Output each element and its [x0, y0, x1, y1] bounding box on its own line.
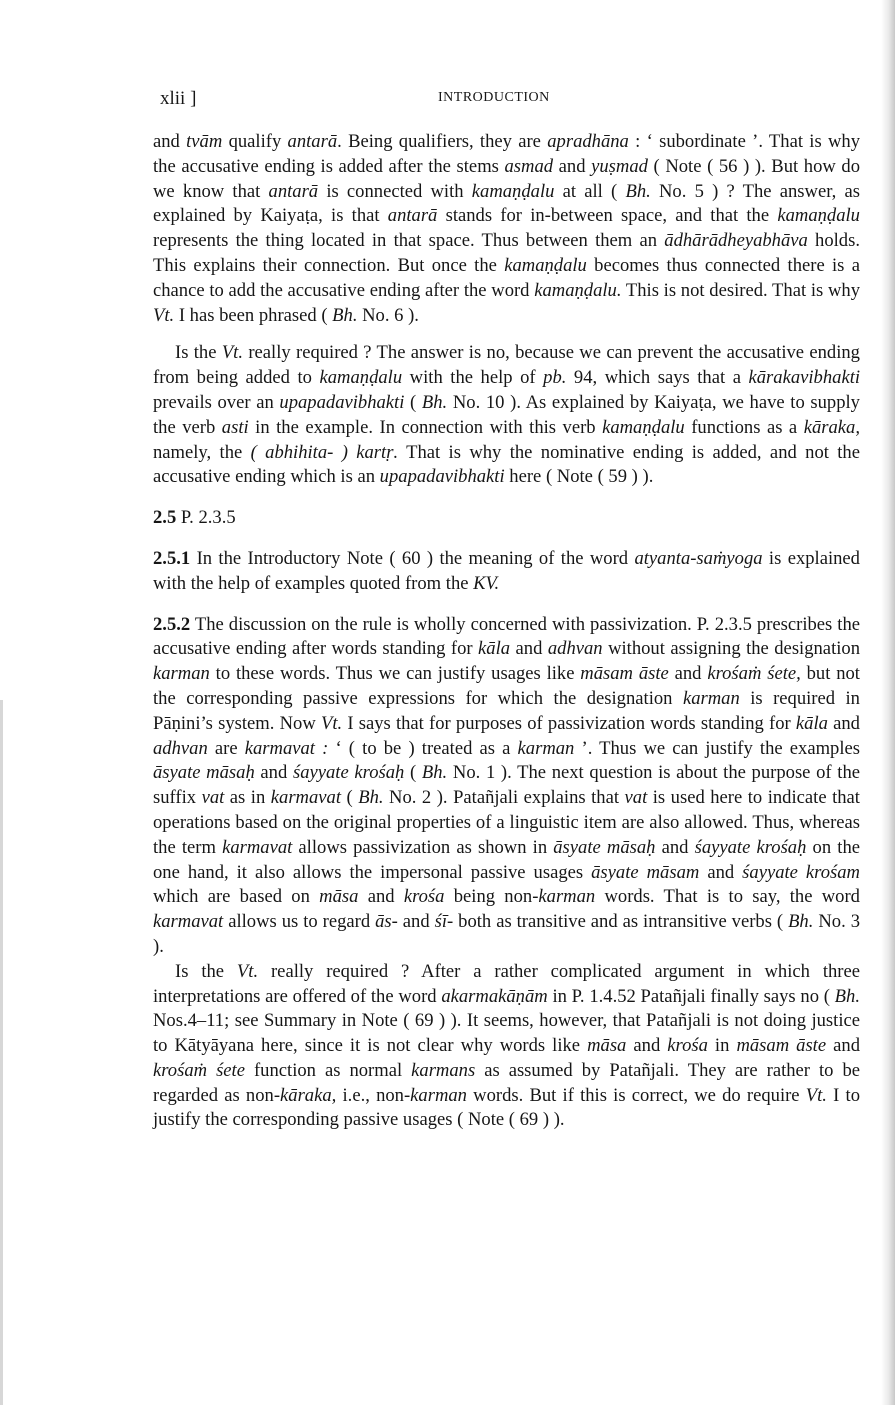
text-run: In the Introductory Note ( 60 ) the meaning of the word [196, 547, 635, 569]
text-run: function as normal [244, 1059, 412, 1081]
text-run: really required ? After a rather complicated argument in which three interpretations are offered of the word [153, 960, 860, 1007]
text-run: ( [404, 762, 422, 784]
italic-term: karman [682, 687, 740, 709]
italic-term: karmavat [222, 836, 293, 858]
text-run: The discussion on the rule is wholly concerned with passivization. P. 2.3.5 prescribes the accusative ending after words standing for [153, 613, 860, 660]
italic-term: krośaṁ śete [153, 1059, 245, 1081]
italic-term: krośaṁ śete, [707, 663, 801, 685]
paragraph-2-5-1 [153, 547, 860, 597]
text-run: and [510, 638, 548, 660]
text-run: No. 1 ). The next question is about the purpose of the suffix [153, 762, 860, 809]
italic-term: Bh. [332, 304, 358, 326]
italic-term: adhvan [153, 737, 208, 759]
italic-term: māsa [587, 1035, 627, 1057]
italic-term: karman [538, 886, 596, 908]
italic-term: akarmakāṇām [441, 985, 548, 1007]
text-run: I has been phrased ( [174, 304, 333, 326]
italic-term: asti [221, 416, 249, 438]
italic-term: KV. [473, 572, 500, 594]
italic-term: māsam āste [736, 1035, 827, 1057]
text-run: is required in Pāṇini’s system. Now [153, 687, 860, 734]
text-run: Is the [175, 960, 237, 982]
text-run: allows passivization as shown in [292, 836, 554, 858]
italic-term: māsam āste [580, 663, 669, 685]
scan-edge-shadow [881, 0, 895, 1405]
text-run: ( [341, 787, 359, 809]
italic-term: antarā [268, 180, 319, 202]
text-run: and [626, 1035, 668, 1057]
section-number: 2.5.1 [153, 547, 191, 569]
text-run: P. 2.3.5 [180, 507, 236, 529]
text-run: ‘ ( to be ) treated as a [328, 737, 518, 759]
text-run: which are based on [153, 886, 320, 908]
page-header [160, 88, 860, 112]
text-run: I says that for purposes of passivization words standing for [342, 712, 796, 734]
text-run: and [358, 886, 404, 908]
italic-term: Vt. [805, 1084, 827, 1106]
text-run: and [826, 1035, 860, 1057]
italic-term: āsyate māsaḥ [153, 762, 255, 784]
text-run: is used here to indicate that operations based on the original properties of a linguistic item are also allowed. Thus, whereas the term [153, 787, 860, 858]
text-run: allows us to regard [223, 911, 376, 933]
section-number: 2.5 [153, 507, 177, 529]
body-text [153, 130, 860, 1133]
italic-term: upapadavibhakti [379, 466, 505, 488]
section-number: 2.5.2 [153, 613, 191, 635]
text-run: prevails over an [153, 391, 280, 413]
italic-term: karman [410, 1084, 467, 1106]
text-run: That is why the nominative ending is added, and not the accusative ending which is an [153, 441, 860, 488]
italic-term: Bh. [421, 391, 448, 413]
italic-term: antarā [387, 205, 438, 227]
italic-term: kāraka, [280, 1084, 337, 1106]
italic-term: kāla [795, 712, 828, 734]
text-run: in P. 1.4.52 Patañjali finally says no ( [547, 985, 835, 1007]
text-run: No. 6 ). [357, 304, 419, 326]
text-run: This is not desired. That is why [621, 279, 860, 301]
text-run: i.e., non- [336, 1084, 411, 1106]
page-number: xlii ] [160, 88, 197, 109]
text-run: both as transitive and as intransitive verbs ( [453, 911, 789, 933]
italic-term: Vt. [236, 960, 259, 982]
italic-term: upapadavibhakti [279, 391, 405, 413]
italic-term: Bh. [834, 985, 860, 1007]
text-run: holds. This explains their connection. But once the [153, 230, 860, 276]
italic-term: atyanta-saṁyoga [634, 547, 763, 569]
italic-term: śayyate krośaḥ [694, 836, 807, 858]
text-run: I to justify the corresponding passive usages ( Note ( 69 ) ). [153, 1084, 861, 1131]
italic-term: karmans [411, 1059, 476, 1081]
text-run: and [254, 762, 293, 784]
text-run: Nos.4–11; see Summary in Note ( 69 ) ). It seems, however, that Patañjali is not doing justice to Kātyāyana here, since it is not clear why words like [153, 1010, 860, 1057]
text-run: is connected with [318, 180, 472, 202]
italic-term: karmavat [270, 787, 341, 809]
italic-term: śī- [434, 911, 454, 933]
italic-term: yuṣmad [591, 155, 648, 177]
italic-term: kārakavibhakti [748, 367, 861, 389]
text-run: ( Note ( 56 ) ). But how do we know that [153, 155, 860, 202]
scan-edge-line [0, 700, 3, 1405]
italic-term: antarā [287, 131, 338, 152]
text-run: : ‘ subordinate ’. That is why the accusative ending is added after the stems [153, 131, 860, 177]
italic-term: vat [201, 787, 225, 809]
text-run: but not the corresponding passive expressions for which the designation [153, 663, 860, 709]
text-run: and [153, 131, 187, 152]
italic-term: āsyate māsaḥ [553, 836, 656, 858]
italic-term: Vt. [153, 304, 175, 326]
text-run: qualify [222, 131, 288, 152]
text-run: becomes thus connected there is a chance to add the accusative ending after the word [153, 254, 860, 301]
text-run: and [699, 861, 743, 883]
italic-term: kamaṇḍalu [777, 205, 860, 227]
italic-term: karman [517, 737, 575, 759]
running-head: INTRODUCTION [438, 90, 550, 105]
text-run: at all ( [554, 180, 626, 202]
section-heading-2-5 [153, 506, 860, 531]
italic-term: karmavat : [244, 737, 329, 759]
text-run: with the help of [402, 367, 544, 389]
italic-term: Bh. [421, 762, 448, 784]
text-run: and [397, 911, 435, 933]
text-run: without assigning the designation [602, 638, 860, 660]
italic-term: Bh. [788, 911, 814, 933]
paragraph-vt-required-2 [153, 960, 860, 1134]
italic-term: ās- [375, 911, 398, 933]
italic-term: kamaṇḍalu. [534, 279, 622, 301]
italic-term: māsa [319, 886, 359, 908]
italic-term: ( abhihita- ) kartṛ. [250, 441, 399, 463]
text-run: words. But if this is correct, we do require [466, 1084, 806, 1106]
text-run: in the example. In connection with this verb [248, 416, 603, 438]
italic-term: pb. [543, 367, 567, 389]
text-run: stands for in-between space, and that the [437, 205, 778, 227]
text-run: and [827, 712, 860, 734]
text-run: as assumed by Patañjali. They are rather to be regarded as non- [153, 1059, 861, 1106]
text-run: is explained with the help of examples quoted from the [153, 547, 860, 594]
italic-term: ādhārādheyabhāva [664, 230, 808, 252]
text-run: in [707, 1035, 737, 1057]
italic-term: tvām [186, 131, 223, 152]
text-run: No. 3 ). [153, 911, 860, 957]
text-run: on the one hand, it also allows the impersonal passive usages [153, 836, 860, 883]
text-run: being non- [444, 886, 539, 908]
italic-term: kamaṇḍalu [471, 180, 555, 202]
text-run: really required ? The answer is no, because we can prevent the accusative ending from being added to [153, 342, 860, 389]
text-run: No. 10 ). As explained by Kaiyaṭa, we have to supply the verb [153, 391, 860, 438]
italic-term: karmavat [153, 911, 224, 933]
italic-term: Bh. [358, 787, 384, 809]
text-run: and [655, 836, 695, 858]
text-run: ( [404, 391, 422, 413]
text-run: words. That is to say, the word [595, 886, 860, 908]
text-run: represents the thing located in that space. Thus between them an [153, 230, 665, 252]
text-run: . Being qualifiers, they are [337, 131, 548, 152]
italic-term: Bh. [625, 180, 651, 202]
text-run: functions as a [684, 416, 804, 438]
italic-term: vat [624, 787, 648, 809]
paragraph-2-5-2 [153, 613, 860, 960]
italic-term: Vt. [221, 342, 244, 364]
text-run: 94, which says that a [566, 367, 749, 389]
italic-term: asmad [504, 155, 554, 177]
italic-term: apradhāna [547, 131, 629, 152]
italic-term: śayyate krośaḥ [292, 762, 405, 784]
italic-term: krośa [667, 1035, 708, 1057]
text-run: ’. Thus we can justify the examples [574, 737, 861, 759]
italic-term: śayyate krośam [742, 861, 860, 883]
italic-term: kamaṇḍalu [602, 416, 685, 438]
italic-term: kamaṇḍalu [319, 367, 403, 389]
italic-term: karman [153, 663, 210, 685]
italic-term: āsyate māsam [591, 861, 700, 883]
text-run: and [553, 155, 592, 177]
italic-term: krośa [403, 886, 445, 908]
text-run: namely, the [153, 441, 251, 463]
paragraph-antara-qualifiers [153, 130, 860, 328]
italic-term: adhvan [547, 638, 603, 660]
text-run: are [207, 737, 245, 759]
text-run: to these words. Thus we can justify usages like [209, 663, 581, 685]
italic-term: kāla [478, 638, 511, 660]
paragraph-vt-required [153, 341, 860, 490]
italic-term: Vt. [320, 712, 343, 734]
text-run: Is the [175, 342, 222, 364]
italic-term: kāraka, [803, 416, 860, 438]
text-run: as in [224, 787, 271, 809]
text-run: and [668, 663, 708, 685]
text-run: here ( Note ( 59 ) ). [504, 466, 654, 488]
italic-term: kamaṇḍalu [504, 254, 587, 276]
text-run: No. 2 ). Patañjali explains that [383, 787, 625, 809]
text-run: No. 5 ) ? The answer, as explained by Kaiyaṭa, is that [153, 180, 860, 227]
